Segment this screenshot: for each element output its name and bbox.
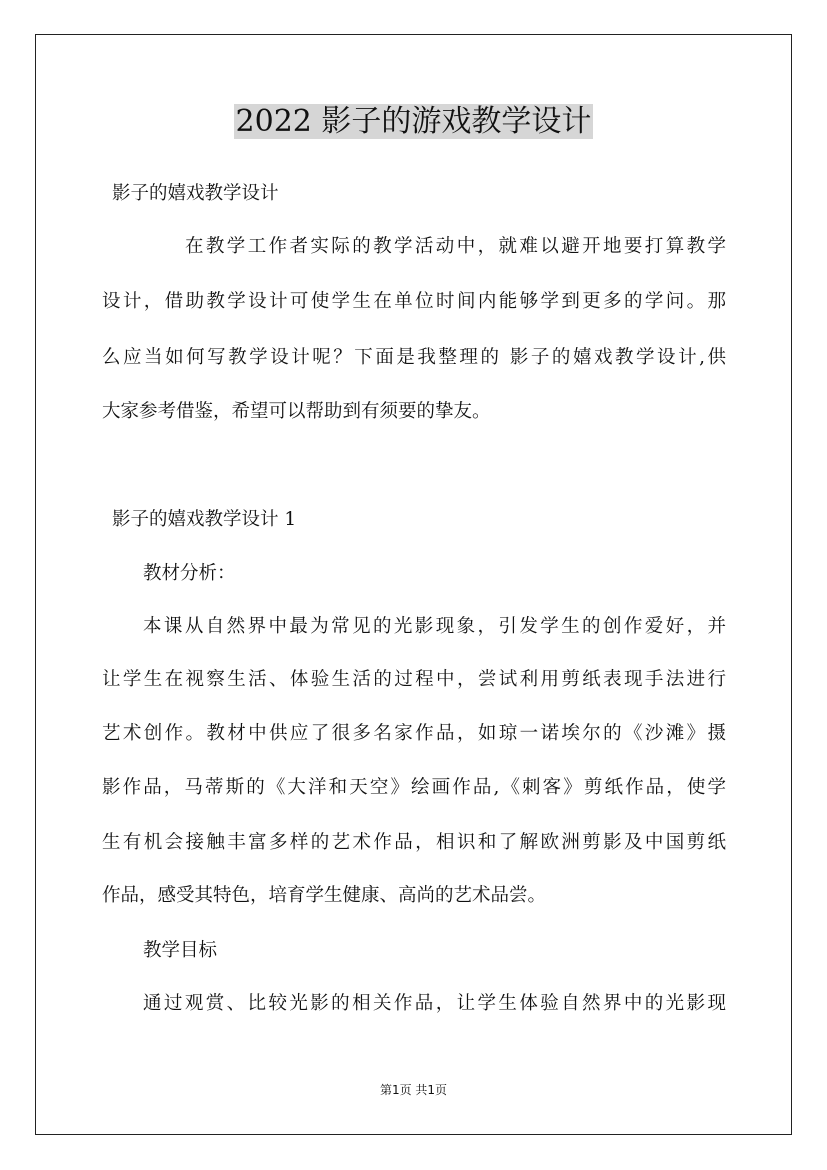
intro-line-4: 大家参考借鉴，希望可以帮助到有须要的挚友。: [102, 401, 491, 422]
material-line-2: 让学生在视察生活、体验生活的过程中，尝试利用剪纸表现手法进行: [102, 669, 726, 690]
material-heading: 教材分析：: [143, 563, 236, 584]
intro-line-1: 在教学工作者实际的教学活动中，就难以避开地要打算教学: [185, 236, 726, 257]
material-line-5: 生有机会接触丰富多样的艺术作品，相识和了解欧洲剪影及中国剪纸: [102, 832, 726, 853]
material-line-3: 艺术创作。教材中供应了很多名家作品，如琼一诺埃尔的《沙滩》摄: [102, 723, 726, 744]
document-title: [0, 100, 827, 144]
goal-heading: 教学目标: [143, 940, 218, 961]
document-title-text: 2022 影子的游戏教学设计: [235, 104, 592, 139]
subtitle: 影子的嬉戏教学设计: [112, 183, 279, 204]
intro-line-2: 设计，借助教学设计可使学生在单位时间内能够学到更多的学问。那: [102, 291, 726, 312]
material-line-6: 作品，感受其特色，培育学生健康、高尚的艺术品尝。: [102, 885, 547, 906]
section1-heading: 影子的嬉戏教学设计 1: [112, 509, 297, 530]
goal-line-1: 通过观赏、比较光影的相关作品，让学生体验自然界中的光影现: [143, 993, 726, 1014]
intro-line-3: 么应当如何写教学设计呢？下面是我整理的 影子的嬉戏教学设计,供: [102, 347, 726, 368]
page-footer: 第1页 共1页: [379, 1083, 448, 1097]
material-line-4: 影作品，马蒂斯的《大洋和天空》绘画作品,《刺客》剪纸作品，使学: [102, 777, 726, 798]
material-line-1: 本课从自然界中最为常见的光影现象，引发学生的创作爱好，并: [143, 616, 726, 637]
